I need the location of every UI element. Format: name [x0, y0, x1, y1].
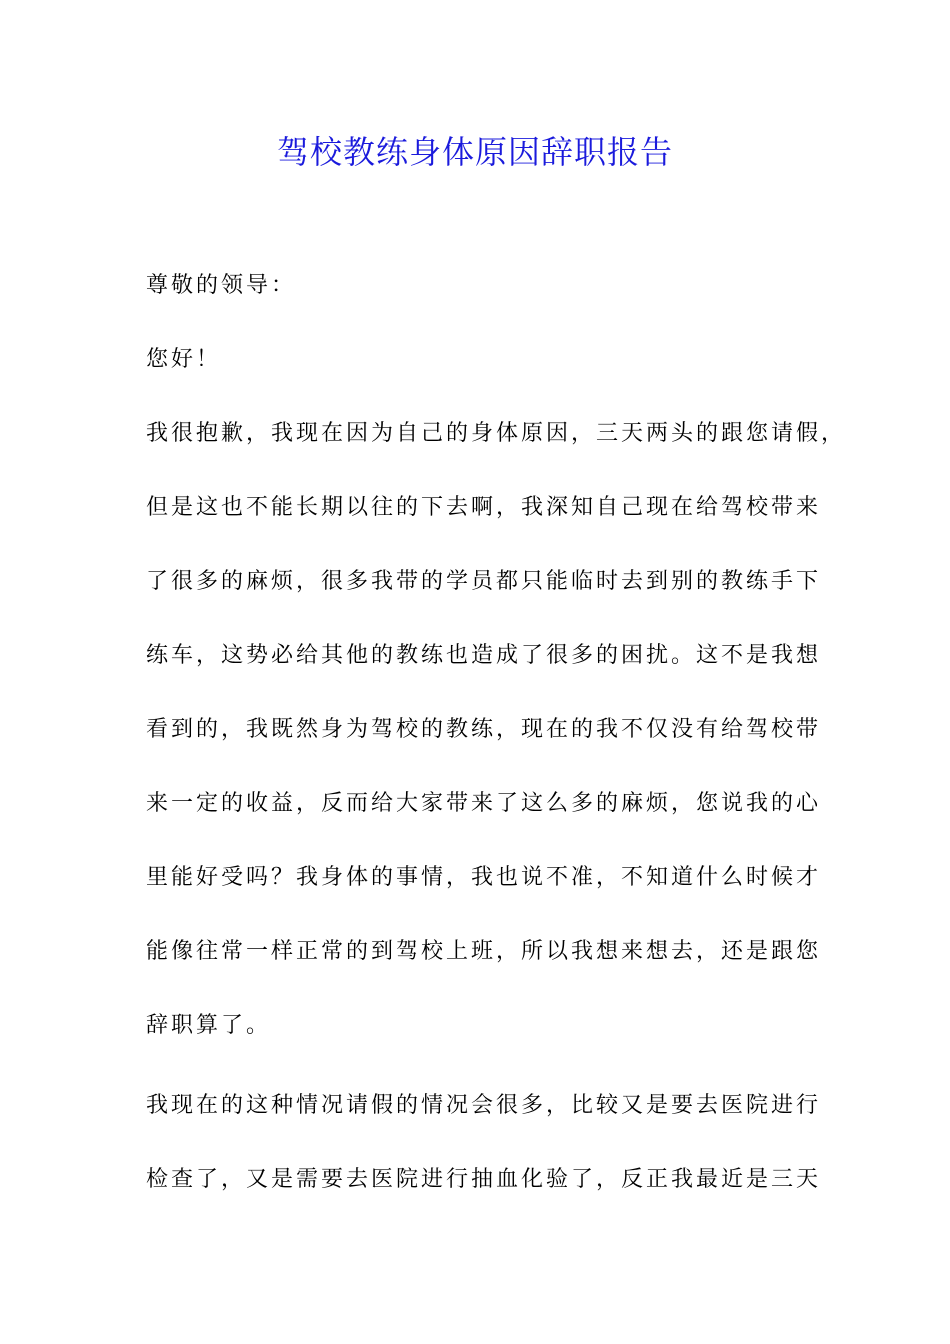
body-line: 来一定的收益，反而给大家带来了这么多的麻烦，您说我的心 — [146, 791, 822, 816]
body-line: 我很抱歉，我现在因为自己的身体原因，三天两头的跟您请假， — [146, 421, 847, 446]
body-line: 练车，这势必给其他的教练也造成了很多的困扰。这不是我想 — [146, 643, 822, 668]
body-line: 看到的，我既然身为驾校的教练，现在的我不仅没有给驾校带 — [146, 717, 822, 742]
body-line: 能像往常一样正常的到驾校上班，所以我想来想去，还是跟您 — [146, 939, 822, 964]
body-line: 辞职算了。 — [146, 1013, 272, 1038]
greeting-line: 您好！ — [146, 347, 222, 372]
document-title: 驾校教练身体原因辞职报告 — [276, 133, 673, 171]
body-line: 检查了，又是需要去医院进行抽血化验了，反正我最近是三天 — [146, 1167, 822, 1192]
body-line: 但是这也不能长期以往的下去啊，我深知自己现在给驾校带来 — [146, 495, 822, 520]
body-line: 了很多的麻烦，很多我带的学员都只能临时去到别的教练手下 — [146, 569, 822, 594]
body-line: 我现在的这种情况请假的情况会很多，比较又是要去医院进行 — [146, 1093, 822, 1118]
body-line: 里能好受吗？我身体的事情，我也说不准，不知道什么时候才 — [146, 865, 822, 890]
salutation-line: 尊敬的领导： — [146, 273, 297, 298]
